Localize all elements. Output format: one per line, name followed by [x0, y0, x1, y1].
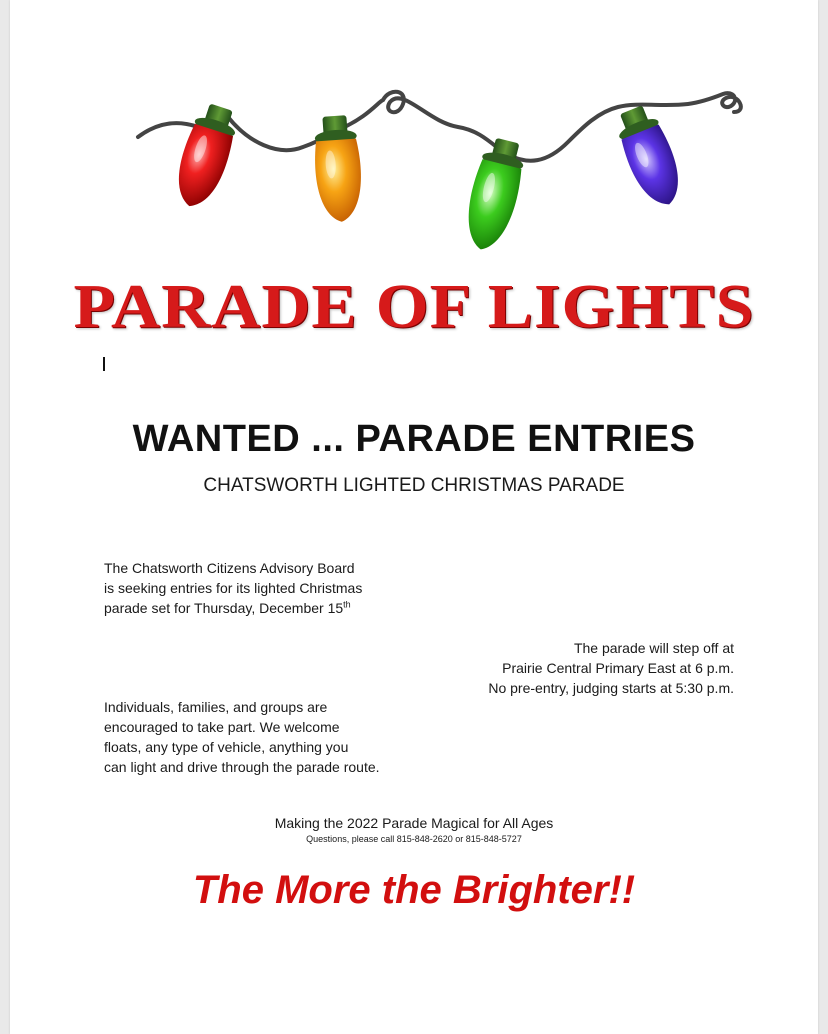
banner-title: PARADE OF LIGHTS	[73, 270, 755, 341]
intro-paragraph	[104, 558, 362, 618]
headline-title: WANTED ... PARADE ENTRIES	[132, 418, 696, 460]
intro-date-text: parade set for Thursday, December 15	[104, 600, 344, 616]
headline-subtitle: CHATSWORTH LIGHTED CHRISTMAS PARADE	[203, 475, 625, 496]
christmas-lights-icon	[128, 82, 748, 282]
date-ordinal-suffix: th	[343, 599, 351, 610]
flyer-page	[10, 0, 818, 1034]
contact-line: Questions, please call 815-848-2620 or 815-848-5727	[306, 834, 522, 844]
intro-line	[104, 598, 362, 618]
invite-paragraph	[104, 697, 380, 777]
tagline: The More the Brighter!!	[192, 868, 636, 912]
invite-line: encouraged to take part. We welcome	[104, 719, 340, 735]
invite-line: Individuals, families, and groups are	[104, 699, 328, 715]
details-line: The parade will step off at	[573, 640, 734, 656]
footer-slogan: Making the 2022 Parade Magical for All Ages	[274, 815, 554, 831]
text-cursor-icon	[103, 357, 105, 371]
invite-line: floats, any type of vehicle, anything you	[104, 739, 349, 755]
intro-line: The Chatsworth Citizens Advisory Board	[104, 560, 355, 576]
intro-line: is seeking entries for its lighted Christmas	[104, 580, 363, 596]
details-line: Prairie Central Primary East at 6 p.m.	[502, 660, 734, 676]
details-line: No pre-entry, judging starts at 5:30 p.m.	[488, 680, 734, 696]
details-paragraph	[488, 638, 734, 698]
invite-line: can light and drive through the parade route.	[104, 759, 380, 775]
